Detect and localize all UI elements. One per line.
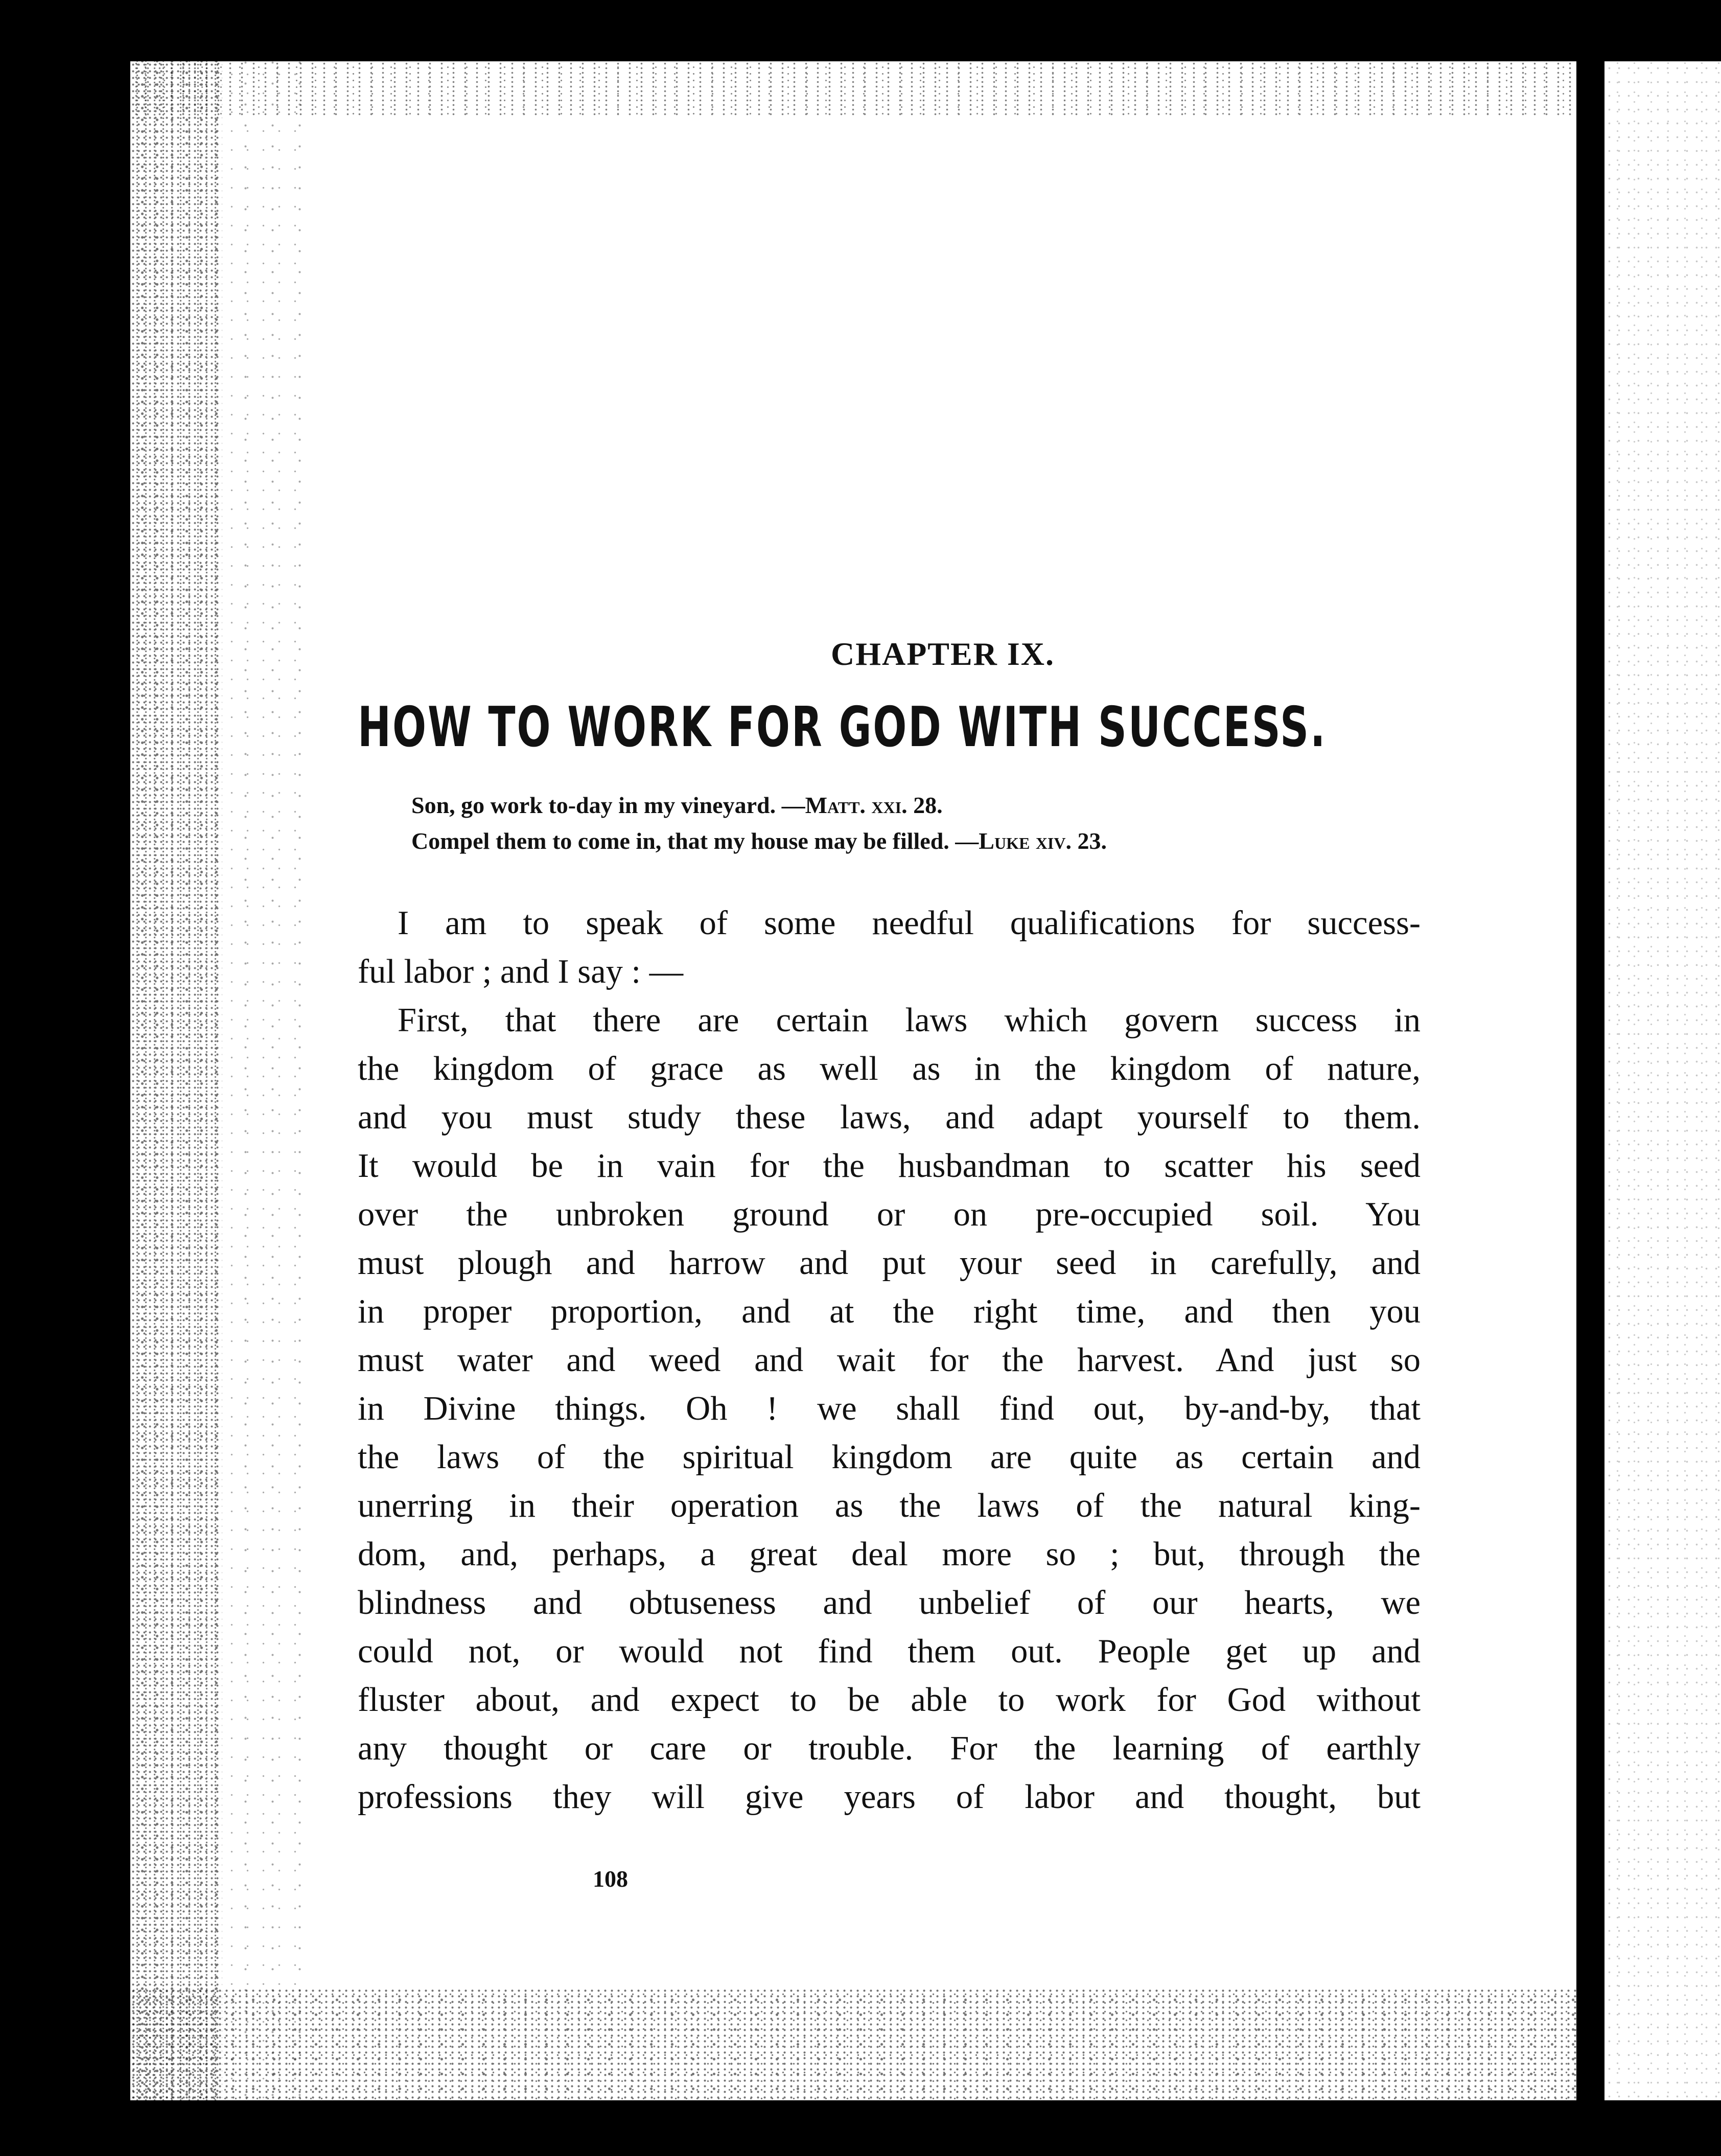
text-line: could not, or would not find them out. People get up and — [358, 1632, 1421, 1670]
adjacent-page-edge — [1604, 61, 1721, 2100]
text-line: the kingdom of grace as well as in the kingdom of nature, — [358, 1050, 1421, 1087]
epigraph — [411, 787, 1421, 823]
text-line: It would be in vain for the husbandman to scatter his seed — [358, 1147, 1421, 1185]
text-line: over the unbroken ground or on pre-occupied soil. You — [358, 1195, 1421, 1233]
text-line: any thought or care or trouble. For the learning of earthly — [358, 1729, 1421, 1767]
text-line: ful labor ; and I say : — — [358, 953, 684, 990]
text-line: in proper proportion, and at the right time, and then you — [358, 1292, 1421, 1330]
text-line: blindness and obtuseness and unbelief of our hearts, we — [358, 1584, 1421, 1621]
scan-noise-bottom — [130, 1988, 1576, 2100]
text-line: must water and weed and wait for the harvest. And just so — [358, 1341, 1421, 1379]
text-line: dom, and, perhaps, a great deal more so ; but, through the — [358, 1535, 1421, 1573]
epigraph-citation: Matt. xxi. 28. — [805, 792, 943, 818]
body-text — [358, 899, 1421, 1821]
book-binding-gutter — [1576, 61, 1604, 2100]
scan-noise-adjacent — [1604, 61, 1721, 2100]
text-line: and you must study these laws, and adapt yourself to them. — [358, 1098, 1421, 1136]
text-line: must plough and harrow and put your seed in carefully, and — [358, 1244, 1421, 1282]
text-line: I am to speak of some needful qualifications for success- — [398, 904, 1421, 942]
epigraph — [411, 823, 1421, 859]
chapter-title: HOW TO WORK FOR GOD WITH SUCCESS. — [358, 696, 1327, 760]
text-line: in Divine things. Oh ! we shall find out, by-and-by, that — [358, 1389, 1421, 1427]
epigraph-text: Compel them to come in, that my house may be filled. — — [411, 827, 979, 854]
text-line: professions they will give years of labor and thought, but — [358, 1778, 1421, 1816]
epigraph-citation: Luke xiv. 23. — [979, 827, 1107, 854]
scan-noise-left-inner — [222, 61, 304, 2100]
epigraph-text: Son, go work to-day in my vineyard. — — [411, 792, 805, 818]
scan-noise-top — [130, 61, 1576, 118]
scan-noise-left — [130, 61, 222, 2100]
chapter-label: CHAPTER IX. — [830, 636, 1055, 672]
page-content — [358, 636, 1421, 1821]
text-line: the laws of the spiritual kingdom are quite as certain and — [358, 1438, 1421, 1476]
text-line: fluster about, and expect to be able to work for God without — [358, 1681, 1421, 1719]
page-number: 108 — [593, 1866, 628, 1892]
epigraphs — [411, 787, 1421, 859]
text-line: unerring in their operation as the laws of the natural king- — [358, 1487, 1421, 1524]
text-line: First, that there are certain laws which govern success in — [398, 1001, 1421, 1039]
